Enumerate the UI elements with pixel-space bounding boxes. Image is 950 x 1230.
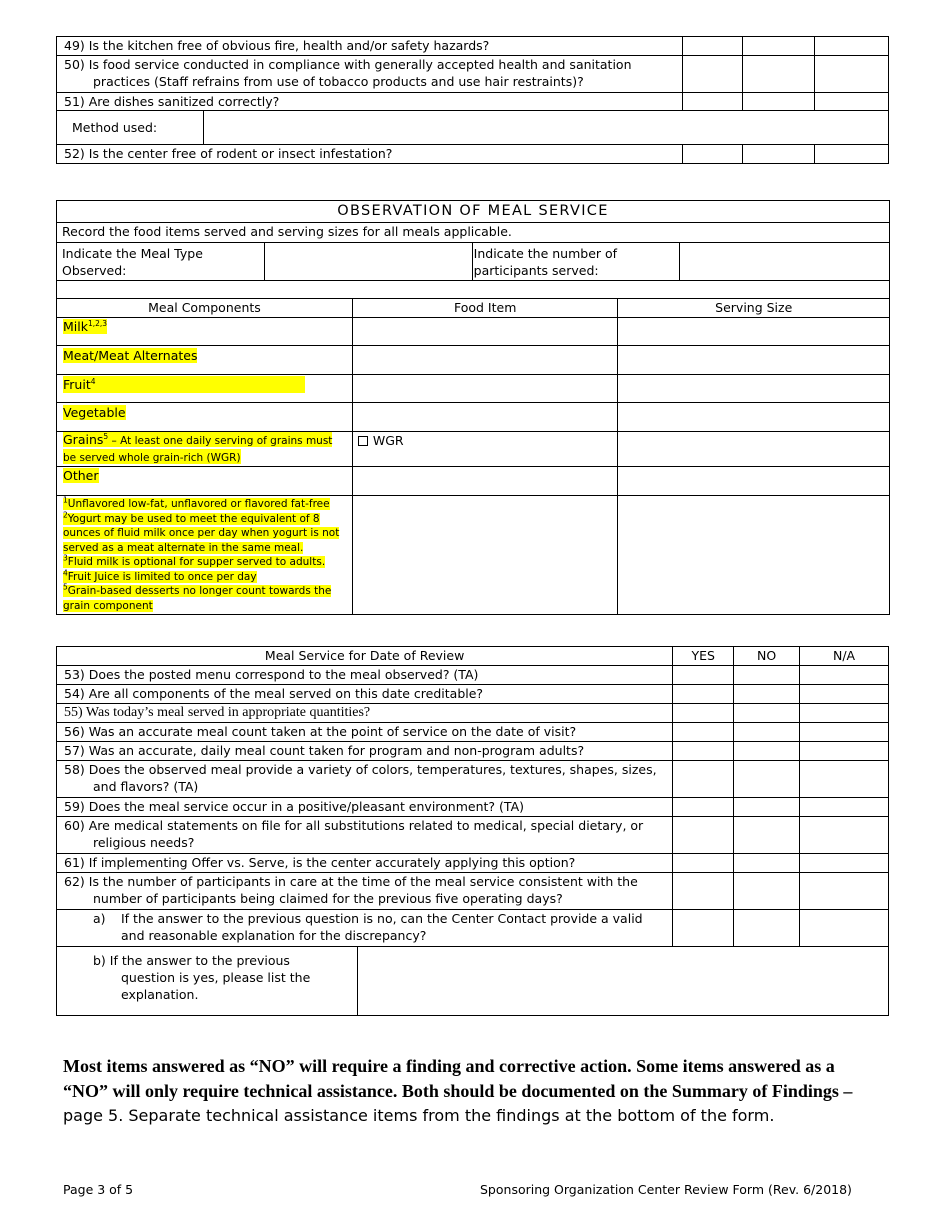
question-62a-label: a): [93, 911, 106, 926]
header-meal-service: Meal Service for Date of Review: [57, 647, 673, 666]
food-item-grains: [352, 432, 618, 467]
component-vegetable: Vegetable: [57, 403, 353, 432]
answer-cell[interactable]: [683, 145, 743, 164]
answer-na[interactable]: [800, 704, 889, 723]
serving-size-grains[interactable]: [618, 432, 890, 467]
header-yes: YES: [673, 647, 734, 666]
serving-size-other[interactable]: [618, 467, 890, 496]
question-62a: [57, 910, 673, 947]
answer-no[interactable]: [734, 685, 800, 704]
answer-cell[interactable]: [743, 56, 815, 93]
answer-cell[interactable]: [683, 56, 743, 93]
answer-cell[interactable]: [815, 93, 889, 111]
page-number: Page 3 of 5: [63, 1182, 134, 1197]
question-62a-text: If the answer to the previous question is no, can the Center Contact provide a valid and reasonable explanation for the discrepancy?: [121, 911, 643, 943]
answer-na[interactable]: [800, 761, 889, 798]
findings-notice: [63, 1054, 883, 1128]
meal-service-review-table: [56, 646, 889, 1016]
answer-no[interactable]: [734, 742, 800, 761]
question-62: 62) Is the number of participants in care at the time of the meal service consistent with the number of participants being claimed for the previous five operating days?: [57, 873, 673, 910]
meal-type-label: Indicate the Meal Type Observed:: [57, 243, 265, 281]
question-56: 56) Was an accurate meal count taken at the point of service on the date of visit?: [57, 723, 673, 742]
answer-yes[interactable]: [673, 704, 734, 723]
question-52: 52) Is the center free of rodent or insect infestation?: [57, 145, 683, 164]
meal-observation-table: [56, 200, 890, 615]
section-title: OBSERVATION OF MEAL SERVICE: [57, 201, 890, 223]
notice-rest-text: page 5. Separate technical assistance items from the findings at the bottom of the form.: [63, 1106, 775, 1125]
meal-type-field[interactable]: [264, 243, 472, 281]
answer-na[interactable]: [800, 817, 889, 854]
spacer-row: [57, 281, 890, 299]
food-item-milk[interactable]: [352, 318, 618, 346]
question-54: 54) Are all components of the meal served on this date creditable?: [57, 685, 673, 704]
component-grains: Grains$^5$ – At least one daily serving of grains must be served whole grain-rich (WGR): [57, 432, 353, 467]
answer-cell[interactable]: [683, 93, 743, 111]
explanation-field[interactable]: [357, 947, 888, 1016]
component-fruit: Fruit$^4$: [57, 375, 353, 403]
question-61: 61) If implementing Offer vs. Serve, is the center accurately applying this option?: [57, 854, 673, 873]
answer-na[interactable]: [800, 798, 889, 817]
answer-yes[interactable]: [673, 873, 734, 910]
answer-yes[interactable]: [673, 817, 734, 854]
form-name: Sponsoring Organization Center Review Form (Rev. 6/2018): [480, 1182, 852, 1197]
serving-size-meat[interactable]: [618, 346, 890, 375]
question-59: 59) Does the meal service occur in a positive/pleasant environment? (TA): [57, 798, 673, 817]
question-49: 49) Is the kitchen free of obvious fire, health and/or safety hazards?: [57, 37, 683, 56]
question-62b: b) If the answer to the previous question is yes, please list the explanation.: [57, 947, 358, 1016]
question-53: 53) Does the posted menu correspond to the meal observed? (TA): [57, 666, 673, 685]
answer-cell[interactable]: [743, 37, 815, 56]
serving-size-fruit[interactable]: [618, 375, 890, 403]
participants-field[interactable]: [680, 243, 890, 281]
answer-yes[interactable]: [673, 798, 734, 817]
answer-no[interactable]: [734, 704, 800, 723]
answer-no[interactable]: [734, 761, 800, 798]
answer-cell[interactable]: [815, 37, 889, 56]
answer-no[interactable]: [734, 817, 800, 854]
serving-size-vegetable[interactable]: [618, 403, 890, 432]
answer-cell[interactable]: [743, 93, 815, 111]
notice-bold-text: Most items answered as “NO” will require a finding and corrective action. Some items answered as a “NO” will only require technical assistance. Both should be documented on the Summary of Findings –: [63, 1056, 853, 1101]
component-meat: Meat/Meat Alternates: [57, 346, 353, 375]
food-item-meat[interactable]: [352, 346, 618, 375]
answer-no[interactable]: [734, 666, 800, 685]
answer-na[interactable]: [800, 666, 889, 685]
wgr-checkbox[interactable]: [358, 436, 368, 446]
answer-yes[interactable]: [673, 910, 734, 947]
wgr-label: WGR: [372, 433, 404, 448]
question-58: 58) Does the observed meal provide a variety of colors, temperatures, textures, shapes, sizes, and flavors? (TA): [57, 761, 673, 798]
answer-na[interactable]: [800, 873, 889, 910]
method-used-label: Method used:: [57, 111, 204, 145]
answer-na[interactable]: [800, 742, 889, 761]
answer-na[interactable]: [800, 685, 889, 704]
header-no: NO: [734, 647, 800, 666]
answer-cell[interactable]: [743, 145, 815, 164]
answer-yes[interactable]: [673, 666, 734, 685]
answer-yes[interactable]: [673, 685, 734, 704]
question-57: 57) Was an accurate, daily meal count taken for program and non-program adults?: [57, 742, 673, 761]
answer-yes[interactable]: [673, 854, 734, 873]
food-item-other[interactable]: [352, 467, 618, 496]
component-milk: Milk$^{1,2,3}$: [57, 318, 353, 346]
answer-yes[interactable]: [673, 742, 734, 761]
answer-na[interactable]: [800, 723, 889, 742]
question-55: 55) Was today’s meal served in appropriate quantities?: [57, 704, 673, 723]
footnotes: $^1$Unflavored low-fat, unflavored or flavored fat-free $^2$Yogurt may be used to meet the equivalent of 8 ounces of fluid milk once per day when yogurt is not served as a meat alternate in the same meal. $^3$Fluid milk is optional for supper served to adults. $^4$Fruit Juice is limited to once per day $^5$Grain-based desserts no longer count towards the grain component: [57, 496, 353, 615]
answer-no[interactable]: [734, 910, 800, 947]
header-serving-size: Serving Size: [618, 299, 890, 318]
question-51: 51) Are dishes sanitized correctly?: [57, 93, 683, 111]
instruction-text: Record the food items served and serving sizes for all meals applicable.: [57, 223, 890, 243]
food-item-notes[interactable]: [352, 496, 618, 615]
header-na: N/A: [800, 647, 889, 666]
answer-no[interactable]: [734, 854, 800, 873]
header-food-item: Food Item: [352, 299, 618, 318]
serving-size-milk[interactable]: [618, 318, 890, 346]
kitchen-safety-table: [56, 36, 889, 164]
food-item-vegetable[interactable]: [352, 403, 618, 432]
component-other: Other: [57, 467, 353, 496]
serving-size-notes[interactable]: [618, 496, 890, 615]
answer-yes[interactable]: [673, 761, 734, 798]
answer-na[interactable]: [800, 910, 889, 947]
question-50: 50) Is food service conducted in compliance with generally accepted health and sanitation practices (Staff refrains from use of tobacco products and use hair restraints)?: [57, 56, 683, 93]
participants-label: Indicate the number of participants served:: [472, 243, 680, 281]
answer-no[interactable]: [734, 798, 800, 817]
answer-cell[interactable]: [815, 56, 889, 93]
answer-yes[interactable]: [673, 723, 734, 742]
answer-no[interactable]: [734, 723, 800, 742]
header-meal-components: Meal Components: [57, 299, 353, 318]
question-60: 60) Are medical statements on file for all substitutions related to medical, special dietary, or religious needs?: [57, 817, 673, 854]
answer-na[interactable]: [800, 854, 889, 873]
food-item-fruit[interactable]: [352, 375, 618, 403]
answer-cell[interactable]: [683, 37, 743, 56]
method-used-field[interactable]: [203, 111, 888, 145]
answer-no[interactable]: [734, 873, 800, 910]
answer-cell[interactable]: [815, 145, 889, 164]
